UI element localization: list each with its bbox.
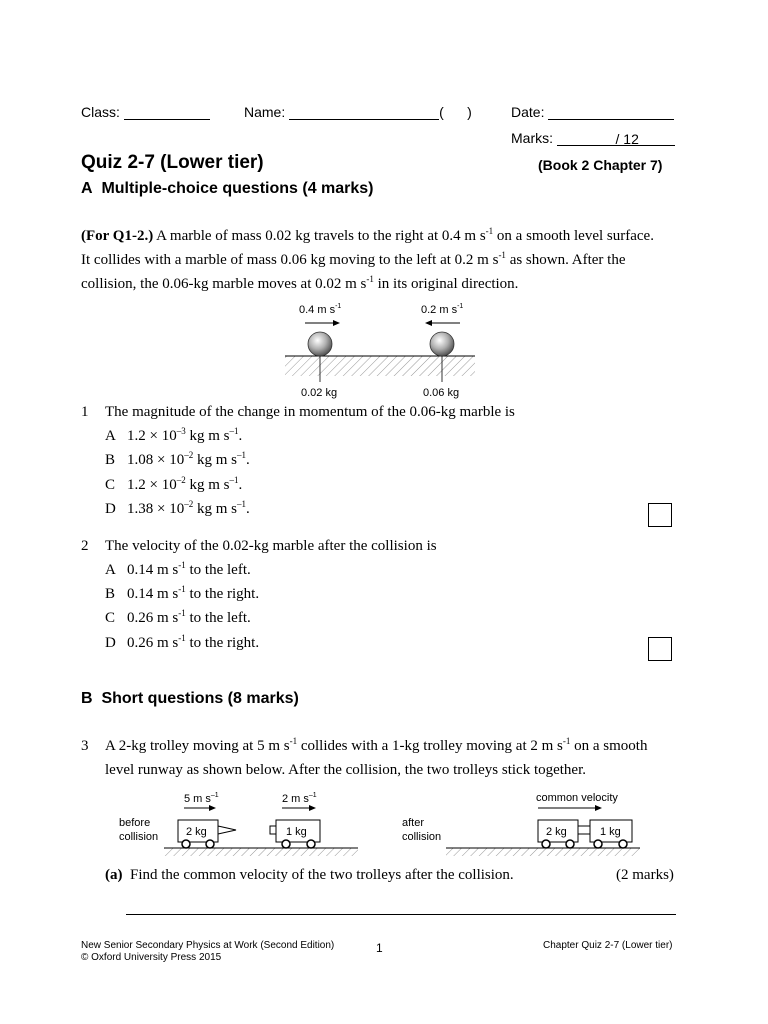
intro-text-2a: It collides with a marble of mass 0.06 kg moving to the left at 0.2 m s bbox=[81, 252, 499, 268]
date-field bbox=[511, 104, 674, 120]
footer-left bbox=[81, 940, 334, 964]
svg-text:2 kg: 2 kg bbox=[186, 826, 207, 838]
intro-exp-3: -1 bbox=[366, 274, 374, 284]
book-reference: (Book 2 Chapter 7) bbox=[538, 157, 663, 173]
section-b-heading bbox=[81, 690, 299, 708]
option-value: 1.08 × 10 bbox=[127, 452, 185, 468]
q3-part-a bbox=[105, 867, 514, 884]
class-number-paren: ( ) bbox=[439, 104, 472, 120]
marble-collision-figure bbox=[285, 298, 480, 402]
trolley-1kg-before bbox=[270, 820, 320, 848]
q3-text-1c: on a smooth bbox=[574, 738, 648, 754]
marks-blank[interactable] bbox=[557, 131, 675, 146]
option-letter: D bbox=[105, 635, 116, 651]
option-letter: C bbox=[105, 477, 116, 493]
marble-1 bbox=[308, 332, 332, 356]
q1-option-b[interactable] bbox=[105, 452, 250, 469]
option-unit: kg m s bbox=[196, 452, 237, 468]
q2-number: 2 bbox=[81, 538, 89, 554]
intro-line-3 bbox=[81, 272, 681, 296]
answer-line[interactable] bbox=[126, 914, 676, 915]
marble-2 bbox=[430, 332, 454, 356]
arrow-right-icon bbox=[282, 805, 316, 811]
q1-stem: The magnitude of the change in momentum of the 0.06-kg marble is bbox=[105, 404, 515, 420]
option-exp: -1 bbox=[178, 608, 186, 618]
option-tail: . bbox=[238, 477, 243, 493]
option-unit-exp: –1 bbox=[236, 450, 246, 460]
option-tail: to the right. bbox=[189, 586, 260, 602]
svg-text:1 kg: 1 kg bbox=[600, 826, 621, 838]
after-label-1: after bbox=[402, 817, 425, 829]
q3-exp-1: -1 bbox=[289, 736, 298, 746]
part-a-text: Find the common velocity of the two trolleys after the collision. bbox=[130, 867, 514, 883]
intro-text-1a: A marble of mass 0.02 kg travels to the right at 0.4 m s bbox=[156, 228, 486, 244]
option-letter: B bbox=[105, 452, 116, 468]
runway-hatch-before bbox=[164, 848, 358, 856]
option-tail: . bbox=[245, 501, 250, 517]
option-value: 0.14 m s bbox=[127, 586, 179, 602]
q2-option-a[interactable] bbox=[105, 562, 251, 579]
option-exp: -1 bbox=[178, 633, 186, 643]
date-blank[interactable] bbox=[548, 105, 674, 120]
option-letter: A bbox=[105, 428, 116, 444]
q2-option-d[interactable] bbox=[105, 635, 259, 652]
q1-option-c[interactable] bbox=[105, 477, 242, 494]
section-a-title: Multiple-choice questions (4 marks) bbox=[101, 180, 374, 197]
q3-exp-2: -1 bbox=[562, 736, 571, 746]
quiz-title: Quiz 2-7 (Lower tier) bbox=[81, 152, 264, 173]
trolley-collision-figure bbox=[116, 786, 646, 858]
ground-hatch bbox=[285, 356, 475, 376]
option-unit-exp: –1 bbox=[236, 499, 246, 509]
arrow-right-icon bbox=[305, 320, 340, 326]
option-unit-exp: –1 bbox=[229, 475, 239, 485]
option-exp: -1 bbox=[178, 560, 186, 570]
footer-chapter: Chapter Quiz 2-7 (Lower tier) bbox=[543, 940, 673, 951]
intro-text-3a: collision, the 0.06-kg marble moves at 0.02 m s bbox=[81, 276, 367, 292]
class-field bbox=[81, 104, 210, 120]
intro-line-1 bbox=[81, 224, 681, 248]
q1-answer-box[interactable] bbox=[648, 503, 672, 527]
name-blank[interactable] bbox=[289, 105, 439, 120]
trolley-b-velocity-label: 2 m $s^{-1}$ bbox=[282, 792, 317, 805]
runway-hatch-after bbox=[446, 848, 640, 856]
svg-text:1 kg: 1 kg bbox=[286, 826, 307, 838]
q2-option-b[interactable] bbox=[105, 586, 259, 603]
marks-field bbox=[511, 130, 675, 146]
intro-bold: (For Q1-2.) bbox=[81, 228, 154, 244]
name-field bbox=[244, 104, 472, 120]
option-tail: to the right. bbox=[189, 635, 260, 651]
option-letter: A bbox=[105, 562, 116, 578]
q2-option-c[interactable] bbox=[105, 610, 251, 627]
before-label-2: collision bbox=[119, 831, 159, 843]
q1-2-intro bbox=[81, 224, 681, 296]
marks-total: / 12 bbox=[615, 131, 639, 147]
q2-answer-box[interactable] bbox=[648, 637, 672, 661]
trolley-2kg-before bbox=[178, 820, 236, 848]
after-label-2: collision bbox=[402, 831, 442, 843]
class-label: Class: bbox=[81, 104, 120, 120]
option-tail: to the left. bbox=[189, 562, 251, 578]
part-a-marks: (2 marks) bbox=[616, 867, 674, 883]
q3-text-1a: A 2-kg trolley moving at 5 m s bbox=[105, 738, 290, 754]
q3-stem bbox=[105, 734, 685, 782]
option-exp: –3 bbox=[176, 426, 186, 436]
option-exp: –2 bbox=[184, 450, 194, 460]
section-a-heading bbox=[81, 180, 374, 198]
option-tail: . bbox=[238, 428, 243, 444]
q2-stem: The velocity of the 0.02-kg marble after the collision is bbox=[105, 538, 437, 554]
q3-number: 3 bbox=[81, 738, 89, 754]
marble-1-mass-label: 0.02 kg bbox=[301, 387, 338, 399]
trolley-a-velocity-label: 5 m $s^{-1}$ bbox=[184, 792, 219, 805]
option-tail: . bbox=[245, 452, 250, 468]
option-unit: kg m s bbox=[196, 501, 237, 517]
date-label: Date: bbox=[511, 104, 545, 120]
q1-number: 1 bbox=[81, 404, 89, 420]
part-a-label: (a) bbox=[105, 867, 123, 883]
section-b-title: Short questions (8 marks) bbox=[101, 690, 299, 707]
option-value: 0.14 m s bbox=[127, 562, 179, 578]
option-letter: C bbox=[105, 610, 116, 626]
section-a-letter: A bbox=[81, 180, 93, 197]
option-value: 0.26 m s bbox=[127, 610, 179, 626]
class-blank[interactable] bbox=[124, 105, 210, 120]
arrow-right-icon bbox=[538, 805, 602, 811]
intro-text-2b: as shown. After the bbox=[509, 252, 626, 268]
option-exp: –2 bbox=[184, 499, 194, 509]
svg-text:2 kg: 2 kg bbox=[546, 826, 567, 838]
option-value: 0.26 m s bbox=[127, 635, 179, 651]
option-unit: kg m s bbox=[189, 477, 230, 493]
q3-line-2: level runway as shown below. After the collision, the two trolleys stick together. bbox=[105, 762, 587, 778]
marble-2-velocity-label: 0.2 m $s^{-1}$ bbox=[421, 303, 464, 316]
footer-book: New Senior Secondary Physics at Work (Second Edition) bbox=[81, 940, 335, 951]
q1-option-d[interactable] bbox=[105, 501, 250, 518]
marble-1-velocity-label: 0.4 m $s^{-1}$ bbox=[299, 303, 342, 316]
option-exp: –2 bbox=[176, 475, 186, 485]
arrow-right-icon bbox=[184, 805, 216, 811]
option-tail: to the left. bbox=[189, 610, 251, 626]
footer-copyright: © Oxford University Press 2015 bbox=[81, 952, 222, 963]
arrow-left-icon bbox=[425, 320, 460, 326]
option-unit: kg m s bbox=[189, 428, 230, 444]
intro-exp-2: -1 bbox=[498, 250, 506, 260]
option-value: 1.2 × 10 bbox=[127, 428, 177, 444]
intro-text-1b: on a smooth level surface. bbox=[496, 228, 654, 244]
common-velocity-label: common velocity bbox=[536, 792, 618, 804]
intro-text-3b: in its original direction. bbox=[377, 276, 519, 292]
intro-exp-1: -1 bbox=[485, 226, 494, 236]
q1-option-a[interactable] bbox=[105, 428, 242, 445]
q3-text-1b: collides with a 1-kg trolley moving at 2 m s bbox=[300, 738, 563, 754]
option-letter: D bbox=[105, 501, 116, 517]
option-unit-exp: –1 bbox=[229, 426, 239, 436]
combined-trolleys-after bbox=[538, 820, 632, 848]
option-value: 1.2 × 10 bbox=[127, 477, 177, 493]
q3-line-1 bbox=[105, 734, 685, 758]
marks-label: Marks: bbox=[511, 130, 553, 146]
name-label: Name: bbox=[244, 104, 286, 120]
section-b-letter: B bbox=[81, 690, 93, 707]
option-value: 1.38 × 10 bbox=[127, 501, 185, 517]
marble-2-mass-label: 0.06 kg bbox=[423, 387, 460, 399]
intro-line-2 bbox=[81, 248, 681, 272]
option-letter: B bbox=[105, 586, 116, 602]
before-label-1: before bbox=[119, 817, 151, 829]
option-exp: -1 bbox=[178, 584, 186, 594]
page-number: 1 bbox=[376, 941, 383, 955]
